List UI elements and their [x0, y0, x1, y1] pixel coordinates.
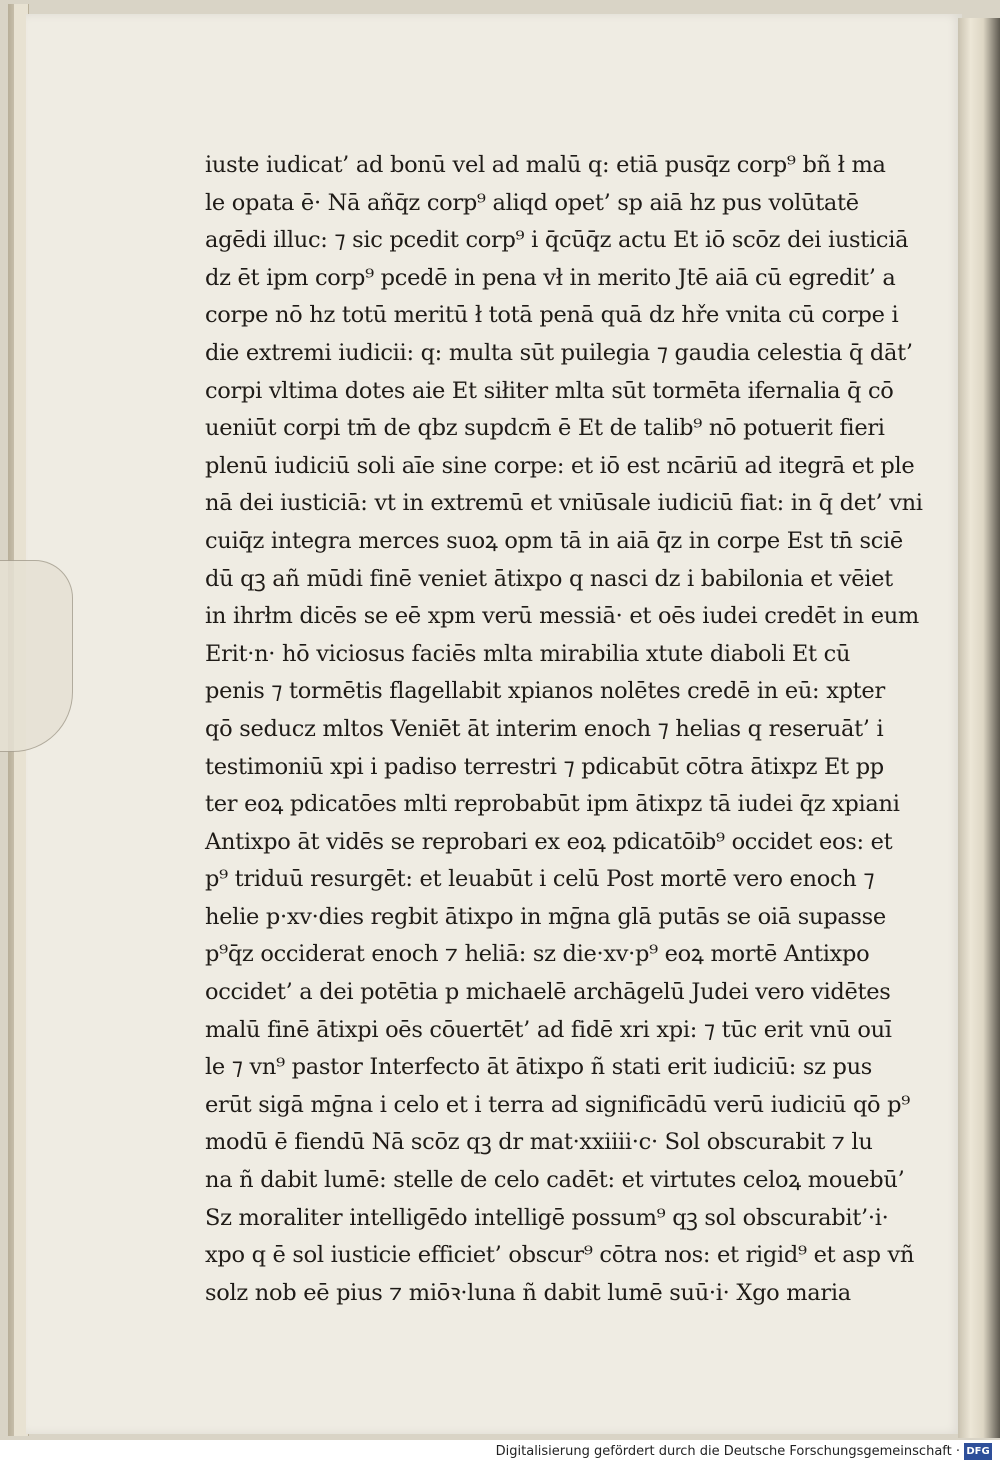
page-text-block [205, 147, 923, 1312]
text-line: erūt sigā mḡna i celo et i terra ad significādū verū iudiciū qō p⁹ [205, 1091, 910, 1118]
text-line: solz nob eē pius ⁊ miōꝛ·luna ñ dabit lumē suū·i· Xgo maria [205, 1279, 851, 1306]
text-line: le opata ē· Nā añq̄z corp⁹ aliqd opet’ sp aiā hz pus volūtatē [205, 189, 859, 216]
text-line: p⁹ triduū resurgēt: et leuabūt i celū Post mortē vero enoch ⁊ [205, 866, 875, 893]
text-line: na ñ dabit lumē: stelle de celo cadēt: et virtutes celoꝝ mouebū’ [205, 1167, 905, 1194]
text-line: le ⁊ vn⁹ pastor Interfecto āt ātixpo ñ stati erit iudiciū: sz pus [205, 1054, 873, 1081]
page-clip [0, 560, 73, 752]
text-line: occidet’ a dei potētia p michaelē archāgelū Judei vero vidētes [205, 979, 891, 1006]
footer-bar [0, 1440, 1000, 1465]
text-line: dz ēt ipm corp⁹ pcedē in pena vł in merito Jtē aiā cū egredit’ a [205, 264, 896, 291]
book-page [26, 14, 962, 1434]
text-line: cuiq̄z integra merces suoꝝ opm tā in aiā q̄z in corpe Est tn̄ sciē [205, 527, 903, 554]
text-line: testimoniū xpi i padiso terrestri ⁊ pdicabūt cōtra ātixpz Et pp [205, 753, 884, 780]
text-line: penis ⁊ tormētis flagellabit xpianos nolētes credē in eū: xpter [205, 678, 885, 705]
text-line: malū finē ātixpi oēs cōuertēt’ ad fidē xri xpi: ⁊ tūc erit vnū ouī [205, 1016, 892, 1043]
text-line: p⁹q̄z occiderat enoch ⁊ heliā: sz die·xv·p⁹ eoꝝ mortē Antixpo [205, 941, 870, 968]
page-stack-right [958, 18, 1000, 1438]
text-line: plenū iudiciū soli aīe sine corpe: et iō est ncāriū ad itegrā et ple [205, 452, 915, 479]
text-line: modū ē fiendū Nā scōz qꝫ dr mat·xxiiii·c· Sol obscurabit ⁊ lu [205, 1129, 873, 1156]
text-line: dū qꝫ añ mūdi finē veniet ātixpo q nasci dz i babilonia et vēiet [205, 565, 893, 592]
text-line: in ihrłm dicēs se eē xpm verū messiā· et oēs iudei credēt in eum [205, 603, 919, 630]
text-line: die extremi iudicii: q: multa sūt puilegia ⁊ gaudia celestia q̄ dāt’ [205, 339, 913, 366]
text-line: ter eoꝝ pdicatōes mlti reprobabūt ipm ātixpz tā iudei q̄z xpiani [205, 791, 900, 818]
text-line: agēdi illuc: ⁊ sic pcedit corp⁹ i q̄cūq̄z actu Et iō scōz dei iusticiā [205, 227, 909, 254]
text-line: xpo q ē sol iusticie efficiet’ obscur⁹ cōtra nos: et rigid⁹ et asp vñ [205, 1242, 915, 1269]
text-line: corpe nō hz totū meritū ł totā penā quā dz hře vnita cū corpe i [205, 302, 899, 329]
text-line: helie p·xv·dies regbit ātixpo in mḡna glā putās se oiā supasse [205, 903, 886, 930]
text-line: iuste iudicat’ ad bonū vel ad malū q: etiā pusq̄z corp⁹ bñ ł ma [205, 152, 886, 178]
text-line: Erit·n· hō viciosus faciēs mlta mirabilia xtute diaboli Et cū [205, 640, 851, 667]
funding-credit: Digitalisierung gefördert durch die Deutsche Forschungsgemeinschaft · [495, 1444, 960, 1459]
text-line: Sz moraliter intelligēdo intelligē possum⁹ qꝫ sol obscurabit’·i· [205, 1204, 889, 1231]
dfg-logo: DFG [964, 1443, 992, 1460]
text-line: corpi vltima dotes aie Et siłiter mlta sūt tormēta ifernalia q̄ cō [205, 377, 894, 404]
text-line: nā dei iusticiā: vt in extremū et vniūsale iudiciū fiat: in q̄ det’ vni [205, 490, 923, 517]
text-line: ueniūt corpi tm̄ de qbz supdcm̄ ē Et de talib⁹ nō potuerit fieri [205, 415, 885, 442]
text-line: qō seducz mltos Veniēt āt interim enoch ⁊ helias q reseruāt’ i [205, 715, 884, 742]
text-line: Antixpo āt vidēs se reprobari ex eoꝝ pdicatōib⁹ occidet eos: et [205, 828, 893, 855]
